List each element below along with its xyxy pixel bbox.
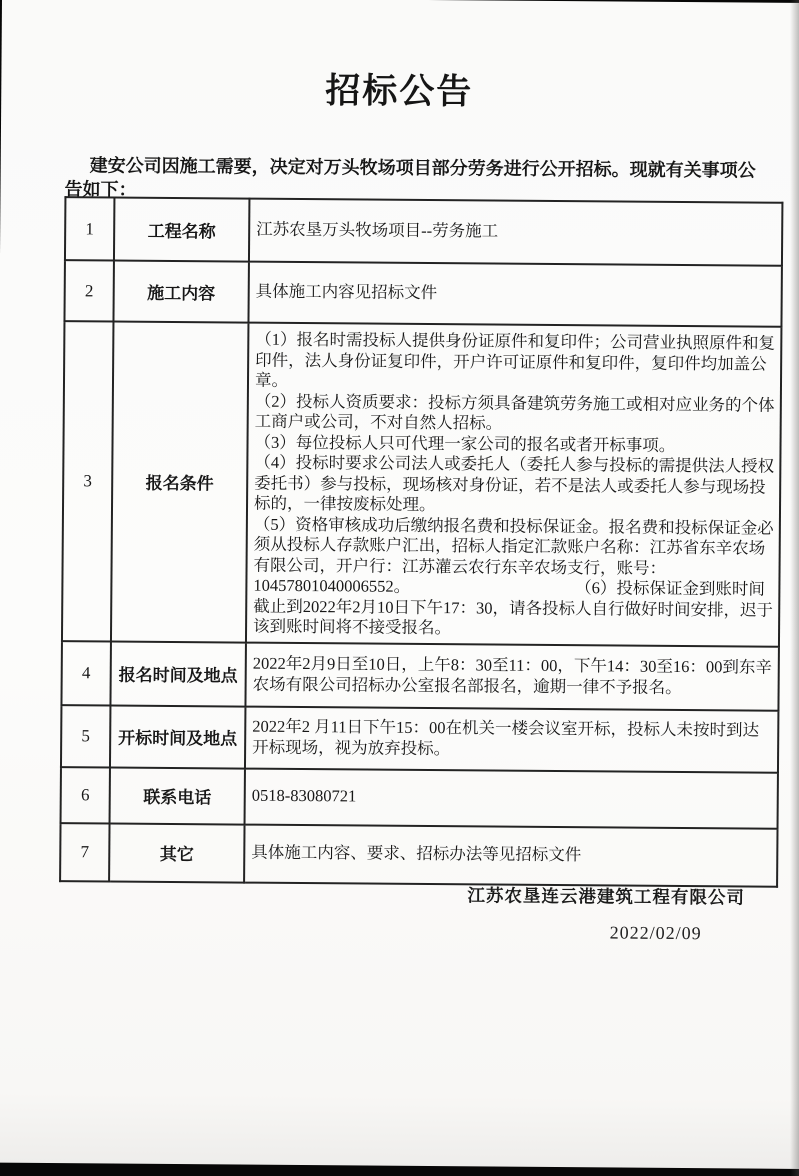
row-content xyxy=(246,323,781,647)
row-number: 6 xyxy=(61,767,110,823)
row-content xyxy=(248,262,781,327)
row-content xyxy=(249,199,782,266)
table-row xyxy=(61,641,778,711)
issue-date: 2022/02/09 xyxy=(609,922,702,944)
row-number: 4 xyxy=(61,641,111,705)
row-content xyxy=(244,824,777,886)
content-paragraph: 2022年2月9日至10日，上午8：30至11：00，下午14：30至16：00到东辛农场有限公司招标办公室报名部报名，逾期一律不予报名。 xyxy=(252,653,772,697)
content-paragraph: （1）报名时需投标人提供身份证原件和复印件；公司营业执照原件和复印件，法人身份证复印件，开户许可证原件和复印件，复印件均加盖公章。 xyxy=(254,329,776,390)
announcement-table xyxy=(59,196,783,887)
announcement-table-body xyxy=(60,197,782,886)
table-row xyxy=(61,767,778,829)
row-number: 5 xyxy=(61,705,110,767)
content-paragraph: 具体施工内容、要求、招标办法等见招标文件 xyxy=(251,842,582,865)
row-content xyxy=(245,642,778,710)
issuer-signature: 江苏农垦连云港建筑工程有限公司 xyxy=(467,885,746,908)
content-paragraph: 江苏农垦万头牧场项目--劳务施工 xyxy=(256,219,499,241)
row-label: 开标时间及地点 xyxy=(110,705,245,768)
row-content xyxy=(245,706,778,772)
table-row xyxy=(60,823,777,887)
row-label: 报名条件 xyxy=(111,322,249,643)
row-label: 施工内容 xyxy=(113,261,248,323)
content-paragraph: （4）投标时要求公司法人或委托人（委托人参与投标的需提供法人授权委托书）参与投标，现场核对身份证，若不是法人或委托人参与现场投标的，一律按废标处理。 xyxy=(253,452,775,515)
row-number: 1 xyxy=(65,197,114,260)
row-label: 其它 xyxy=(109,823,244,882)
content-paragraph: （5）资格审核成功后缴纳报名费和投标保证金。报名费和投标保证金必须从投标人存款账户汇出，招标人指定汇款账户名称：江苏省东辛农场有限公司，开户行：江苏灌云农行东辛农场支行，账号：10457801040006552。 （6）投标保证金到账时间截止到2022年2月10日下午17：30，请各投标人自行做好时间安排，迟于该到账时间将不接受报名。 xyxy=(253,514,774,638)
row-number: 7 xyxy=(60,823,109,881)
page-title: 招标公告 xyxy=(325,71,474,112)
table-row xyxy=(64,260,781,327)
content-paragraph: 具体施工内容见招标文件 xyxy=(255,281,438,303)
content-paragraph: 0518-83080721 xyxy=(251,785,357,806)
table-row xyxy=(65,197,782,266)
row-label: 报名时间及地点 xyxy=(110,641,245,706)
row-label: 工程名称 xyxy=(114,198,249,262)
row-number: 2 xyxy=(64,260,113,321)
row-label: 联系电话 xyxy=(110,767,245,824)
content-paragraph: 2022年2 月11日下午15：00在机关一楼会议室开标，投标人未按时到达开标现场，视为放弃投标。 xyxy=(252,716,760,758)
table-row xyxy=(62,321,781,646)
row-number: 3 xyxy=(62,321,114,641)
intro-paragraph: 建安公司因施工需要，决定对万头牧场项目部分劳务进行公开招标。现就有关事项公告如下： xyxy=(64,155,756,200)
table-row xyxy=(61,705,778,773)
content-paragraph: （3）每位投标人只可代理一家公司的报名或者开标事项。 xyxy=(254,432,676,455)
row-content xyxy=(245,768,778,828)
content-paragraph: （2）投标人资质要求：投标方须具备建筑劳务施工或相对应业务的个体工商户或公司，不对自然人招标。 xyxy=(254,391,775,433)
